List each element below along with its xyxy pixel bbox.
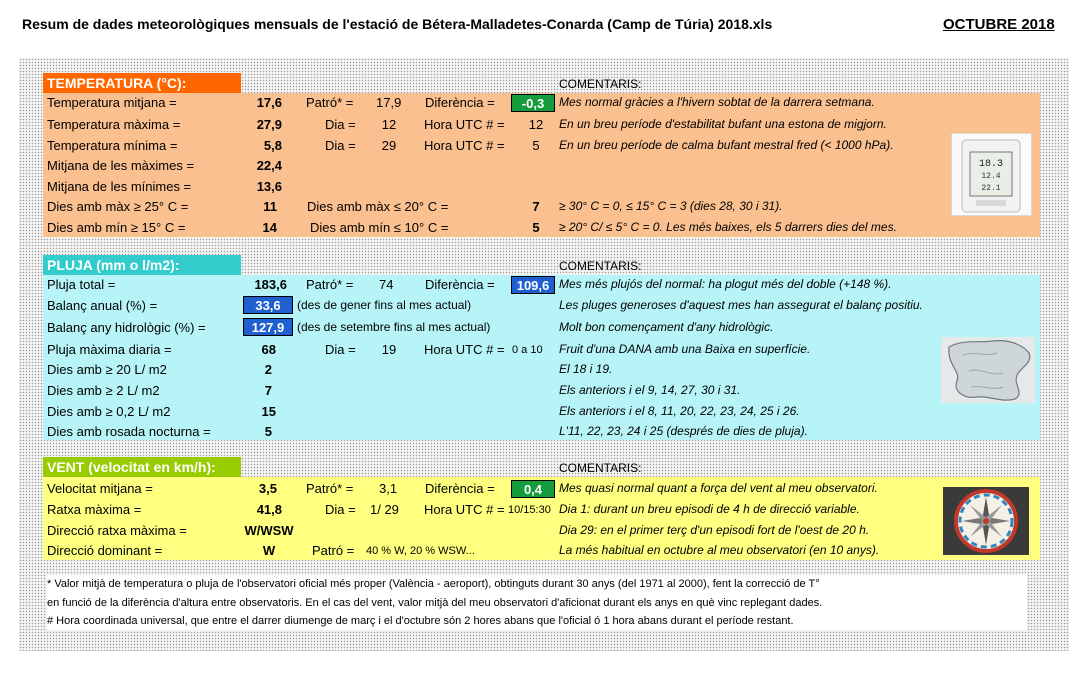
rain-days2-comment: Els anteriors i el 9, 14, 27, 30 i 31. (559, 383, 741, 397)
temp-mean-patro-label: Patró* = (306, 95, 354, 110)
temp-min-hour: 5 (532, 138, 540, 153)
wind-gust-comment: Dia 1: durant un breu episodi de 4 h de direcció variable. (559, 502, 860, 516)
compass-rose-picture (943, 487, 1029, 555)
thermometer-picture (951, 133, 1032, 216)
temp-days-min10-label: Dies amb mín ≤ 10° C = (310, 220, 449, 235)
temp-meanmax-value: 22,4 (256, 158, 282, 173)
temp-mean-diff-label: Diferència = (425, 95, 495, 110)
temp-min-label: Temperatura mínima = (47, 138, 178, 153)
temp-days-min10-value: 5 (532, 220, 540, 235)
rain-max-daily-day-label: Dia = (325, 342, 356, 357)
wind-mean-comment: Mes quasi normal quant a força del vent al meu observatori. (559, 481, 878, 495)
rain-annual-balance-note: (des de gener fins al mes actual) (297, 298, 472, 312)
rain-max-daily-hour-label: Hora UTC # = (424, 342, 505, 357)
rain-days02-value: 15 (261, 404, 276, 419)
rain-dew-value: 5 (264, 424, 272, 439)
temp-max-hour-label: Hora UTC # = (424, 117, 505, 132)
temp-min-comment: En un breu període de calma bufant mestral fred (< 1000 hPa). (559, 138, 894, 152)
footnote-1: * Valor mitjà de temperatura o pluja de l'observatori oficial més proper (València - aeroport), obtinguts durant 30 anys (del 1971 al 2000), fent la correcció de T° (47, 578, 820, 590)
wind-gust-value: 41,8 (256, 502, 282, 517)
wind-gust-day: 1/ 29 (370, 502, 399, 517)
temp-mean-diff-box: -0,3 (511, 94, 555, 112)
wind-dominant-label: Direcció dominant = (47, 543, 163, 558)
temp-max-hour: 12 (528, 117, 544, 132)
rain-max-daily-label: Pluja màxima diaria = (47, 342, 172, 357)
temp-mean-value: 17,6 (256, 95, 282, 110)
rain-total-diff-box: 109,6 (511, 276, 555, 294)
rain-hydro-balance-box: 127,9 (243, 318, 293, 336)
rain-days02-comment: Els anteriors i el 8, 11, 20, 22, 23, 24, 25 i 26. (559, 404, 800, 418)
rain-days20-comment: El 18 i 19. (559, 362, 613, 376)
temp-max-day-label: Dia = (325, 117, 356, 132)
rain-total-patro: 74 (379, 277, 394, 292)
rain-days2-label: Dies amb ≥ 2 L/ m2 (47, 383, 160, 398)
rain-days2-value: 7 (264, 383, 272, 398)
rain-hydro-balance-comment: Molt bon començament d'any hidrològic. (559, 320, 774, 334)
wind-mean-label: Velocitat mitjana = (47, 481, 153, 496)
temp-days-min15-comment: ≥ 20° C/ ≤ 5° C = 0. Les més baixes, els 5 darrers dies del mes. (559, 220, 897, 234)
temp-max-comment: En un breu període d'estabilitat bufant una estona de migjorn. (559, 117, 887, 131)
month-label: OCTUBRE 2018 (943, 16, 1055, 33)
rain-annual-balance-box: 33,6 (243, 296, 293, 314)
rain-total-patro-label: Patró* = (306, 277, 354, 292)
rain-days02-label: Dies amb ≥ 0,2 L/ m2 (47, 404, 171, 419)
footnote-2: en funció de la diferència d'altura entre observatoris. En el cas del vent, valor mitjà del meu observatori d'aficionat durant els anys en què vinc replegant dades. (47, 597, 823, 609)
temp-min-day-label: Dia = (325, 138, 356, 153)
wind-gust-hour-label: Hora UTC # = (424, 502, 505, 517)
wind-gust-day-label: Dia = (325, 502, 356, 517)
wind-gust-label: Ratxa màxima = (47, 502, 142, 517)
wind-dominant-patro-label: Patró = (312, 543, 355, 558)
svg-text:18.3: 18.3 (978, 159, 1004, 170)
temp-days-max20-value: 7 (532, 199, 540, 214)
rain-section-title: PLUJA (mm o l/m2): (43, 255, 241, 275)
temp-days-max25-comment: ≥ 30° C = 0, ≤ 15° C = 3 (dies 28, 30 i 31). (559, 199, 783, 213)
svg-text:12.4: 12.4 (981, 172, 1001, 181)
wind-dominant-value: W (262, 543, 276, 558)
footnote-3: # Hora coordinada universal, que entre el darrer diumenge de març i el d'octubre són 2 hores abans que l'oficial ó 1 hora abans durant el període restant. (47, 615, 794, 627)
temp-meanmin-label: Mitjana de les mínimes = (47, 179, 192, 194)
temp-max-day: 12 (381, 117, 397, 132)
rain-total-diff-label: Diferència = (425, 277, 495, 292)
rain-max-daily-hour: 0 a 10 (512, 344, 543, 356)
temp-days-max25-label: Dies amb màx ≥ 25° C = (47, 199, 189, 214)
rain-dew-label: Dies amb rosada nocturna = (47, 424, 211, 439)
wind-section-title: VENT (velocitat en km/h): (43, 457, 241, 477)
wind-gust-dir-label: Direcció ratxa màxima = (47, 523, 187, 538)
rain-days20-value: 2 (264, 362, 272, 377)
rain-hydro-balance-note: (des de setembre fins al mes actual) (297, 320, 491, 334)
rain-max-daily-comment: Fruit d'una DANA amb una Baixa en superfície. (559, 342, 811, 356)
wind-mean-value: 3,5 (258, 481, 277, 496)
wind-dominant-comment: La més habitual en octubre al meu observatori (en 10 anys). (559, 543, 880, 557)
temp-min-value: 5,8 (263, 138, 282, 153)
rain-max-daily-value: 68 (261, 342, 276, 357)
temp-days-min15-label: Dies amb mín ≥ 15° C = (47, 220, 186, 235)
wind-gust-dir-value: W/WSW (244, 523, 294, 538)
wind-gust-hour: 10/15:30 (508, 504, 551, 516)
temp-meanmin-value: 13,6 (256, 179, 282, 194)
wind-mean-diff-label: Diferència = (425, 481, 495, 496)
wind-mean-patro-label: Patró* = (306, 481, 354, 496)
temperature-section-title: TEMPERATURA (°C): (43, 73, 241, 93)
rain-total-comment: Mes més plujós del normal: ha plogut més del doble (+148 %). (559, 277, 892, 291)
rain-annual-balance-comment: Les pluges generoses d'aquest mes han assegurat el balanç positiu. (559, 298, 923, 312)
rain-dew-comment: L'11, 22, 23, 24 i 25 (després de dies de pluja). (559, 424, 808, 438)
temp-days-max25-value: 11 (263, 199, 277, 214)
temp-days-min15-value: 14 (262, 220, 277, 235)
rain-max-daily-day: 19 (381, 342, 397, 357)
wind-gust-dir-comment: Dia 29: en el primer terç d'un episodi fort de l'oest de 20 h. (559, 523, 870, 537)
temp-mean-label: Temperatura mitjana = (47, 95, 177, 110)
temp-min-day: 29 (381, 138, 397, 153)
wind-mean-diff-box: 0,4 (511, 480, 555, 498)
wind-comments-title: COMENTARIS: (559, 461, 642, 475)
temperature-comments-title: COMENTARIS: (559, 77, 642, 91)
svg-text:22.1: 22.1 (981, 184, 1001, 193)
rain-annual-balance-label: Balanç anual (%) = (47, 298, 158, 313)
temp-max-label: Temperatura màxima = (47, 117, 181, 132)
rain-hydro-balance-label: Balanç any hidrològic (%) = (47, 320, 206, 335)
temp-meanmax-label: Mitjana de les màximes = (47, 158, 195, 173)
rain-comments-title: COMENTARIS: (559, 259, 642, 273)
temp-days-max20-label: Dies amb màx ≤ 20° C = (307, 199, 449, 214)
temp-max-value: 27,9 (256, 117, 282, 132)
document-title: Resum de dades meteorològiques mensuals de l'estació de Bétera-Malladetes-Conarda (Camp de Túria) 2018.xls (22, 16, 773, 32)
wind-mean-patro: 3,1 (379, 481, 398, 496)
temp-min-hour-label: Hora UTC # = (424, 138, 505, 153)
wind-dominant-patro: 40 % W, 20 % WSW... (366, 545, 475, 557)
rain-puddle-picture (941, 337, 1035, 403)
temp-mean-comment: Mes normal gràcies a l'hivern sobtat de la darrera setmana. (559, 95, 875, 109)
temp-mean-patro: 17,9 (376, 95, 402, 110)
rain-total-value: 183,6 (254, 277, 287, 292)
rain-total-label: Pluja total = (47, 277, 116, 292)
rain-days20-label: Dies amb ≥ 20 L/ m2 (47, 362, 167, 377)
